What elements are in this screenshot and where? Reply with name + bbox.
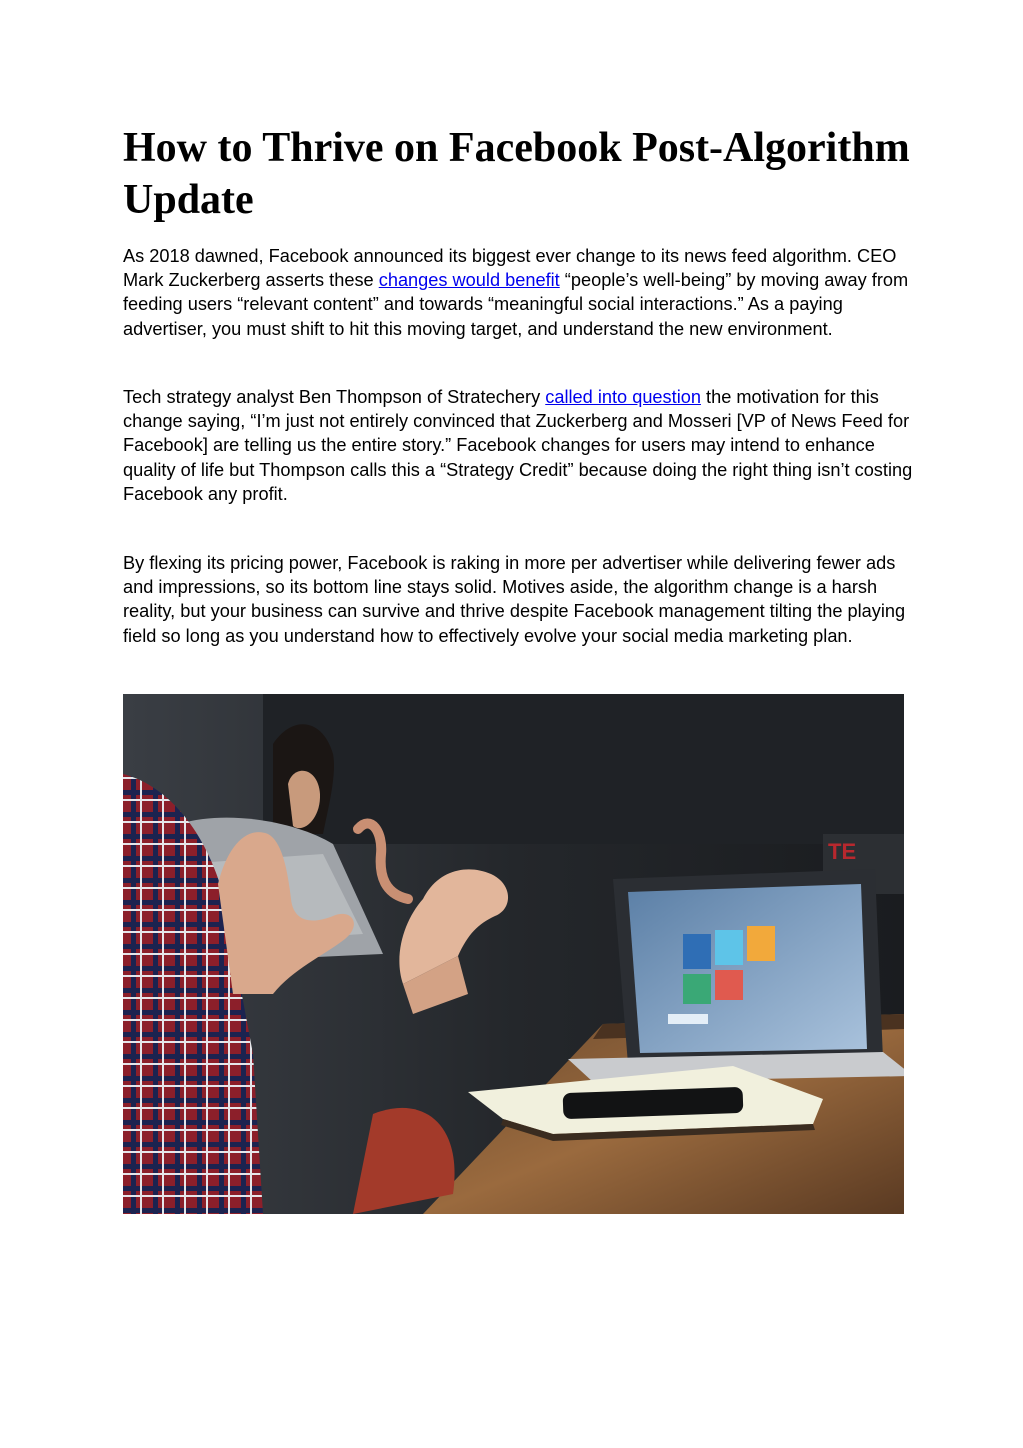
paragraph-thompson-text-end: the motivation for this change saying, “I’m just not entirely convinced that Zuckerberg and Mosseri [VP of News Feed for Facebook] are telling us the entire story.” Facebook changes for users may intend to enhance quality of life but Thompson calls this a “Strategy Credit” because doing the right thing isn’t costing Facebook any profit. <box>123 387 913 504</box>
svg-text:TE: TE <box>828 839 857 864</box>
link-changes-would-benefit[interactable]: changes would benefit <box>378 270 560 291</box>
paragraph-thompson-text-start: Tech strategy analyst Ben Thompson of Stratechery <box>123 387 546 407</box>
article-title: How to Thrive on Facebook Post-Algorithm Update <box>123 125 910 223</box>
meeting-photo <box>123 694 904 1214</box>
paragraph-intro-text-start: As 2018 dawned, Facebook announced its biggest ever change to its news feed algorithm. CEO Mark Zuckerberg asserts these <box>123 246 897 291</box>
link-called-into-question[interactable]: called into question <box>545 387 701 407</box>
paragraph-pricing-power: By flexing its pricing power, Facebook is raking in more per advertiser while delivering fewer ads and impressions, so its bottom line stays solid. Motives aside, the algorithm change is a harsh reality, but your business can survive and thrive despite Facebook management tilting the playing field so long as you understand how to effectively evolve your social media marketing plan. <box>123 553 906 646</box>
paragraph-intro-text-end: “people’s well-being” by moving away from feeding users “relevant content” and towards “meaningful social interactions.” As a paying advertiser, you must shift to hit this moving target, and understand the new environment. <box>123 270 909 339</box>
paragraph-intro <box>123 244 913 341</box>
paragraph-thompson <box>123 385 913 506</box>
